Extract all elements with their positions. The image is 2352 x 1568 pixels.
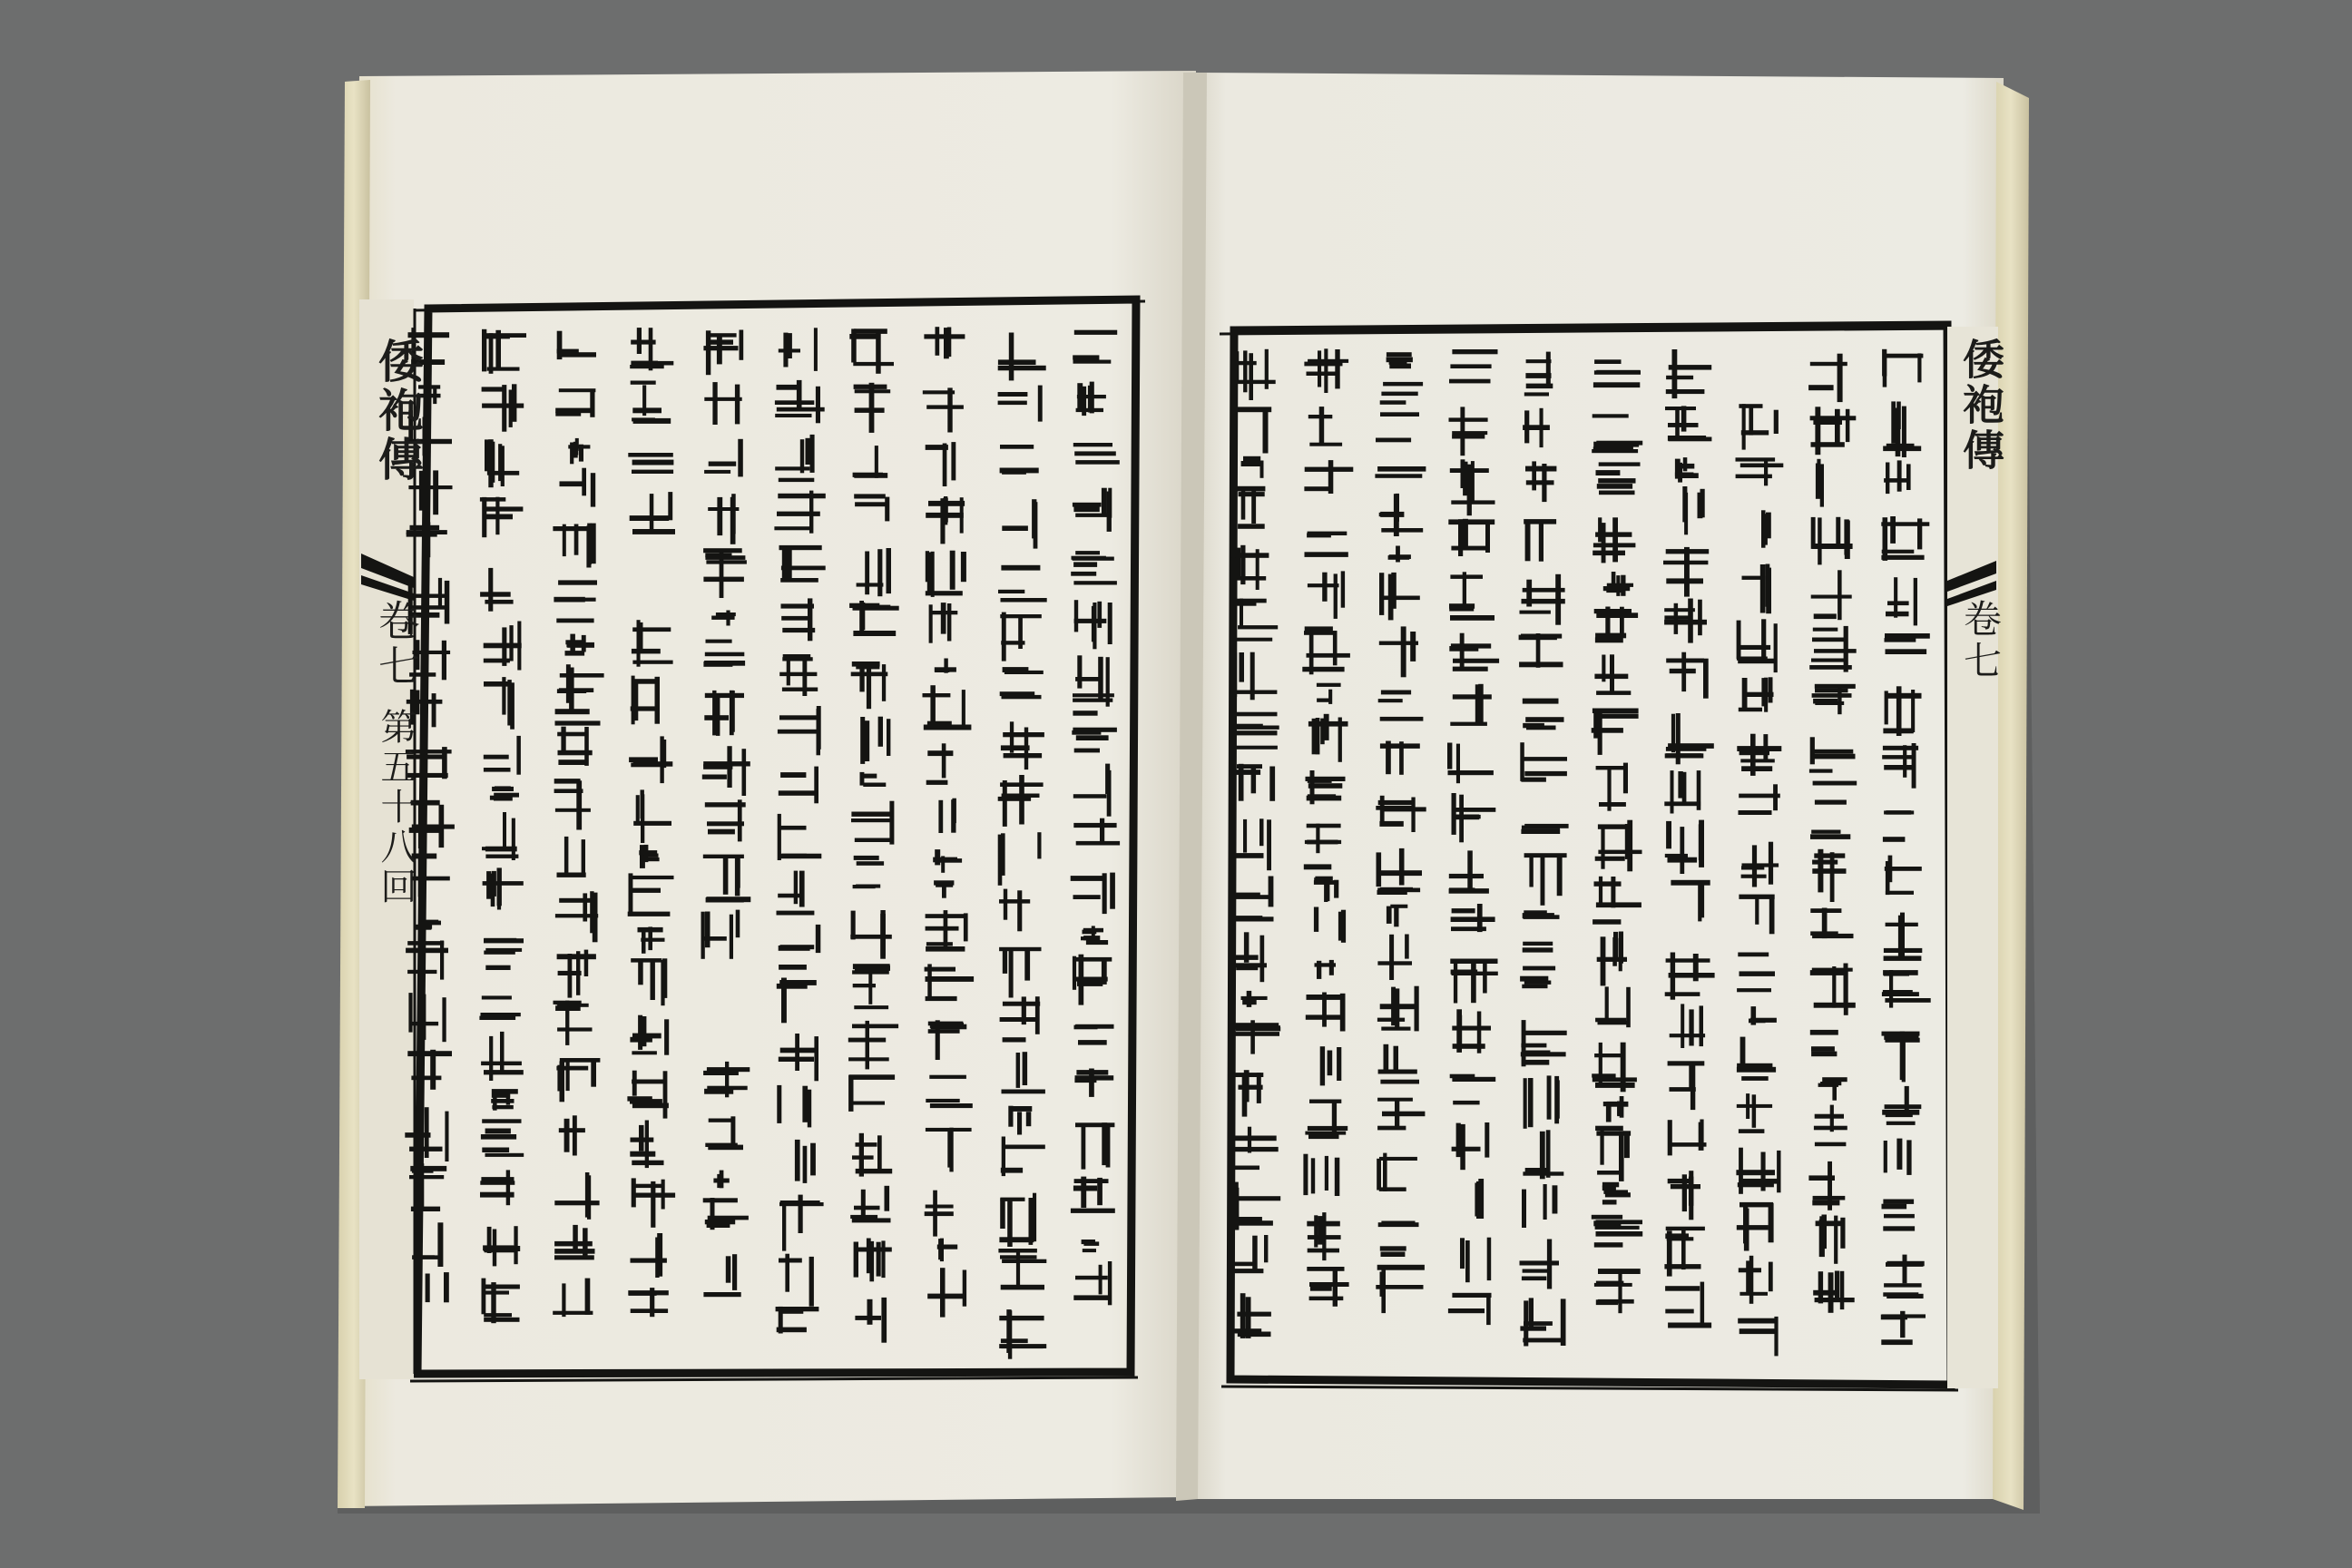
text-glyph	[1884, 460, 1911, 494]
right-volume-label: 卷七	[1958, 599, 2003, 682]
text-glyph	[775, 380, 825, 423]
text-glyph	[1882, 1200, 1916, 1231]
left-page	[345, 71, 1196, 1506]
left-volume-label: 卷七	[372, 599, 421, 690]
left-chapter-label: 第五十八回	[375, 708, 416, 907]
text-glyph	[1475, 1179, 1484, 1219]
right-fishtail-column	[1947, 327, 1998, 1388]
text-glyph	[628, 453, 673, 474]
text-glyph	[1387, 352, 1413, 368]
text-glyph	[779, 654, 818, 696]
right-spine-title: 倭袍傳	[1956, 338, 2005, 474]
left-spine-title: 倭袍傳	[371, 338, 425, 485]
